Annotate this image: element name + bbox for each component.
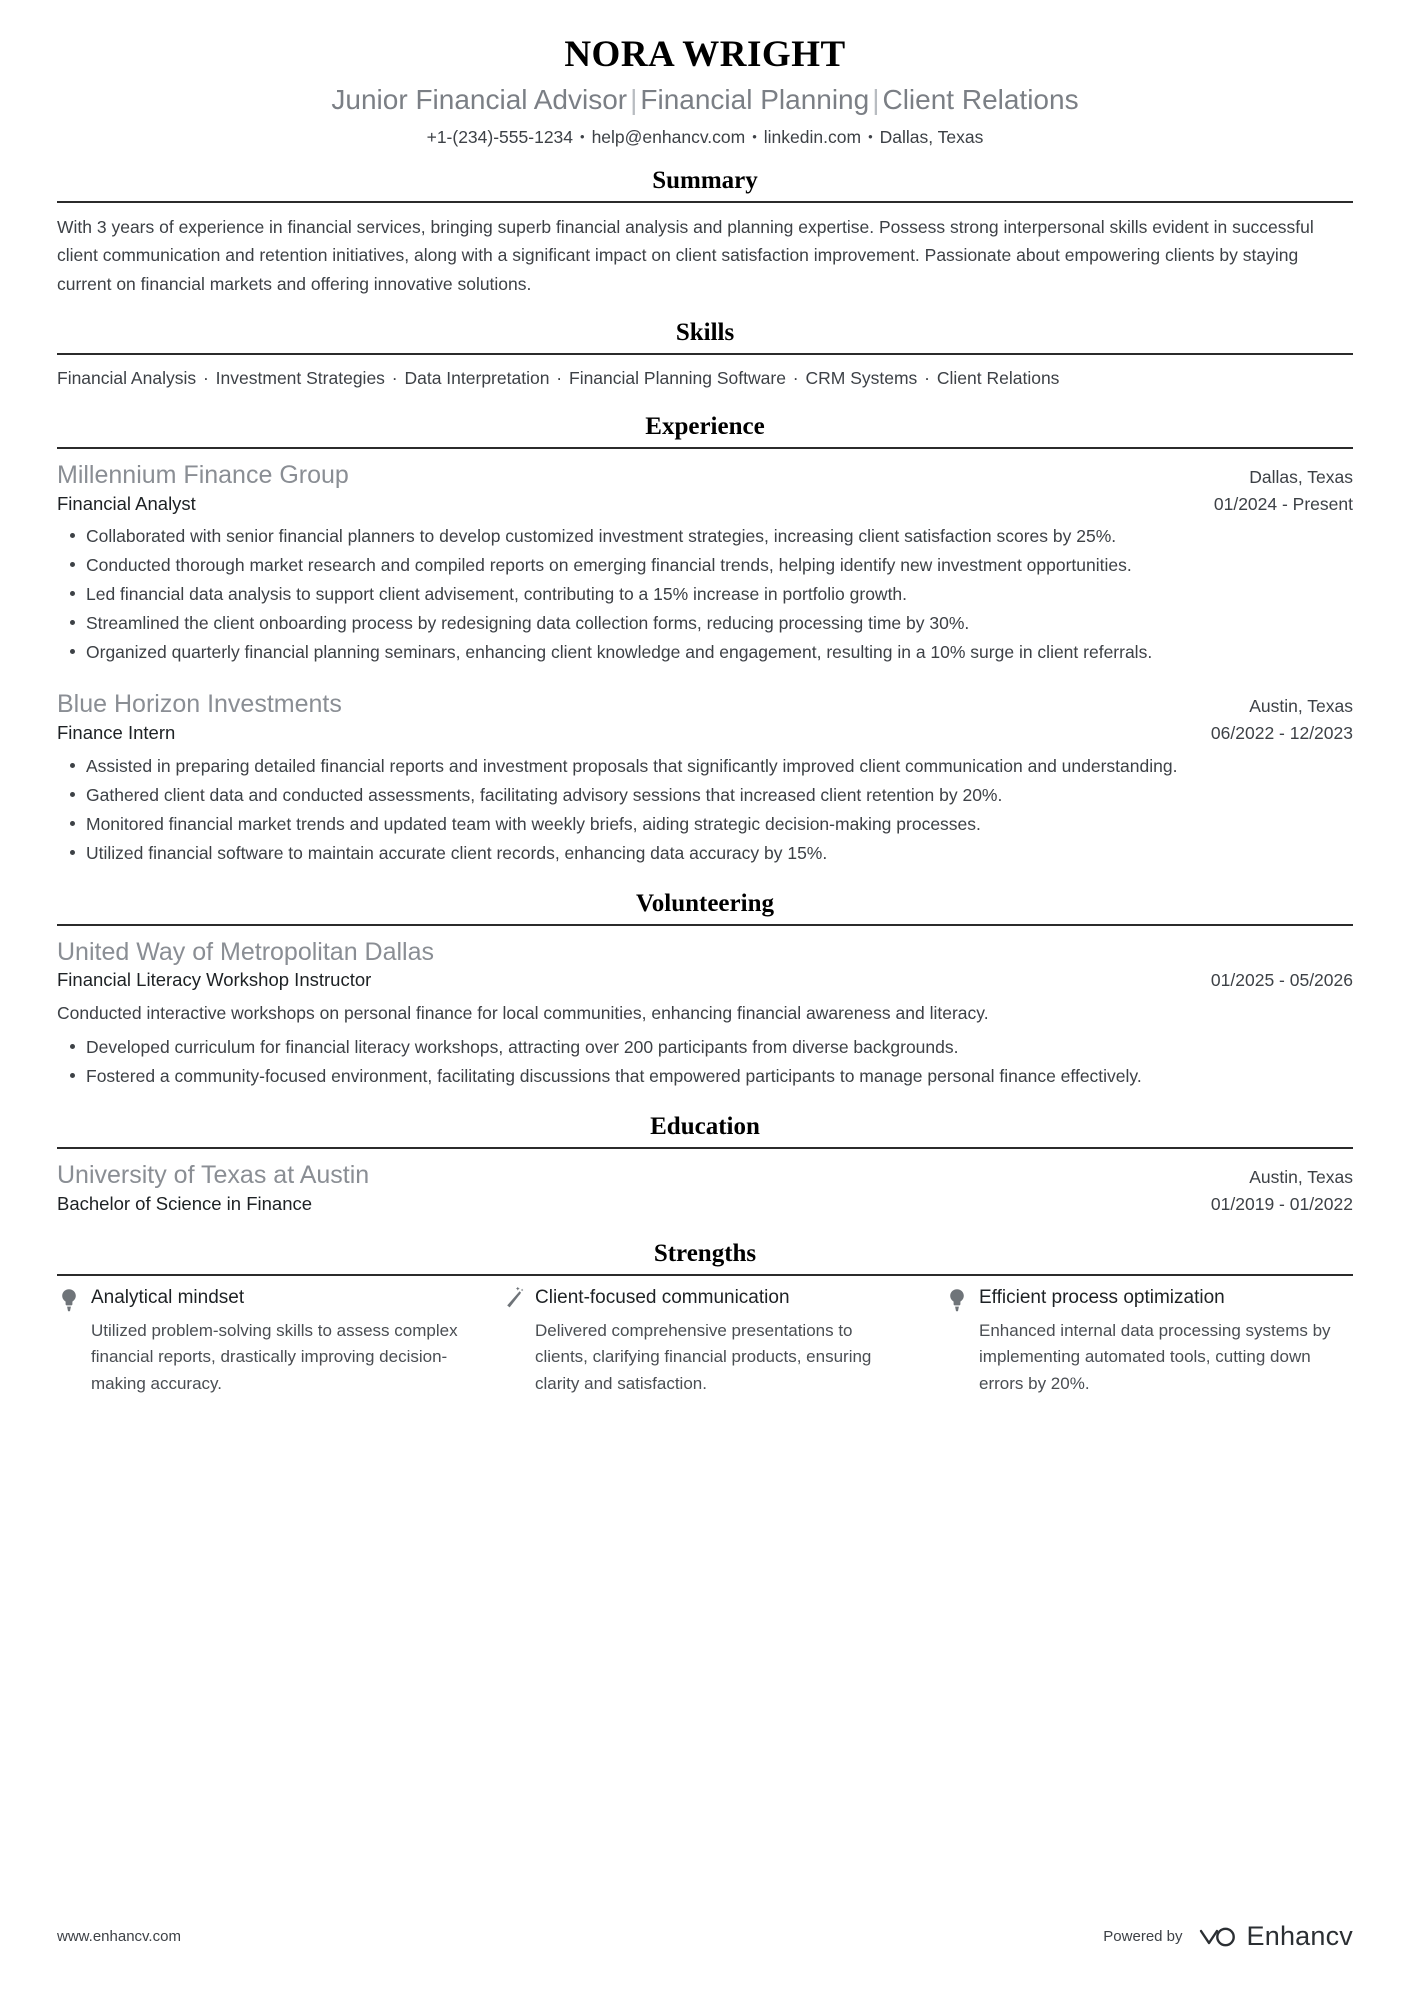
entry-organization: University of Texas at Austin — [57, 1161, 370, 1190]
footer-url[interactable]: www.enhancv.com — [57, 1928, 181, 1945]
section-title-strengths: Strengths — [653, 1239, 757, 1267]
contact-line — [57, 125, 1353, 150]
enhancv-mark-icon — [1197, 1923, 1239, 1951]
entry-role: Bachelor of Science in Finance — [57, 1192, 313, 1214]
enhancv-wordmark: Enhancv — [1246, 1921, 1353, 1951]
entry-bullet: Developed curriculum for financial literacy workshops, attracting over 200 participants from diverse backgrounds. — [84, 1033, 1353, 1061]
entry-org-row — [57, 688, 1353, 721]
entry-org-row — [57, 1159, 1353, 1192]
contact-linkedin[interactable]: linkedin.com — [763, 127, 862, 148]
section-summary — [57, 166, 1353, 298]
skills-list — [57, 365, 1353, 392]
strength-item — [57, 1286, 501, 1397]
resume-header — [57, 0, 1353, 150]
strengths-grid — [57, 1286, 1353, 1397]
entry-bullet: Streamlined the client onboarding process by redesigning data collection forms, reducing processing time by 30%. — [84, 609, 1353, 637]
skill-separator: · — [787, 367, 804, 388]
strength-header — [945, 1286, 1353, 1313]
strength-item — [501, 1286, 945, 1397]
contact-email[interactable]: help@enhancv.com — [591, 127, 746, 148]
entry-role-row — [57, 721, 1353, 746]
section-education — [57, 1112, 1353, 1216]
contact-separator-1: • — [580, 129, 585, 145]
experience-entry — [57, 688, 1353, 866]
skill-separator: · — [386, 367, 403, 388]
experience-entry-list — [57, 459, 1353, 867]
candidate-name: NORA WRIGHT — [564, 34, 846, 75]
skill-separator: · — [551, 367, 567, 388]
strength-title: Analytical mindset — [91, 1286, 245, 1308]
strength-title: Client-focused communication — [535, 1286, 790, 1308]
entry-dates: 01/2025 - 05/2026 — [1210, 970, 1353, 991]
section-title-volunteering: Volunteering — [636, 889, 774, 917]
section-rule — [57, 201, 1353, 203]
footer-brand-area — [1103, 1921, 1353, 1952]
section-strengths — [57, 1239, 1353, 1397]
entry-role-row — [57, 1192, 1353, 1217]
experience-entry — [57, 459, 1353, 666]
education-entry — [57, 1159, 1353, 1216]
lightbulb-icon — [57, 1287, 81, 1313]
entry-organization: Millennium Finance Group — [57, 461, 349, 489]
volunteering-entry — [57, 936, 1353, 1090]
strength-item — [945, 1286, 1353, 1397]
entry-role: Financial Literacy Workshop Instructor — [57, 969, 372, 991]
resume-footer — [57, 1921, 1353, 1952]
headline-part-1: Junior Financial Advisor — [331, 83, 628, 115]
skill-item: Investment Strategies — [215, 367, 385, 388]
section-rule — [57, 1147, 1353, 1149]
skill-separator: · — [919, 367, 935, 388]
skill-item: Client Relations — [936, 367, 1060, 388]
entry-dates: 01/2019 - 01/2022 — [1210, 1193, 1353, 1214]
entry-bullet: Assisted in preparing detailed financial reports and investment proposals that significantly improved client communication and understanding. — [84, 752, 1353, 780]
entry-org-row — [57, 936, 1353, 969]
candidate-headline — [57, 81, 1353, 119]
headline-separator-2: | — [872, 83, 880, 115]
entry-location: Dallas, Texas — [1249, 467, 1353, 487]
section-title-experience: Experience — [645, 413, 765, 440]
skill-item: CRM Systems — [805, 367, 918, 388]
headline-part-2: Financial Planning — [640, 83, 870, 115]
section-rule — [57, 1274, 1353, 1276]
summary-text: With 3 years of experience in financial services, bringing superb financial analysis and planning expertise. Possess strong interpersonal skills evident in successful client communication and retention initiatives, along with a significant impact on client satisfaction improvement. Passionate about empowering clients by staying current on financial markets and offering innovative solutions. — [57, 216, 1314, 294]
entry-bullet: Fostered a community-focused environment, facilitating discussions that empowered participants to manage personal finance effectively. — [84, 1062, 1353, 1090]
section-title-summary: Summary — [652, 166, 758, 194]
education-entry-list — [57, 1159, 1353, 1216]
entry-org-row — [57, 459, 1353, 492]
section-volunteering — [57, 889, 1353, 1090]
entry-bullet: Monitored financial market trends and updated team with weekly briefs, aiding strategic decision-making processes. — [84, 810, 1353, 838]
entry-bullet: Gathered client data and conducted assessments, facilitating advisory sessions that increased client retention by 20%. — [84, 781, 1353, 809]
section-rule — [57, 447, 1353, 449]
entry-role-row — [57, 492, 1353, 517]
entry-role: Financial Analyst — [57, 492, 196, 514]
strength-description: Utilized problem-solving skills to assess complex financial reports, drastically improving decision-making accuracy. — [91, 1320, 458, 1393]
entry-bullet: Collaborated with senior financial planners to develop customized investment strategies, increasing client satisfaction scores by 25%. — [84, 522, 1353, 550]
volunteering-entry-list — [57, 936, 1353, 1090]
strength-header — [501, 1286, 909, 1313]
entry-organization: Blue Horizon Investments — [57, 690, 342, 719]
section-rule — [57, 353, 1353, 355]
section-skills — [57, 318, 1353, 392]
skill-item: Data Interpretation — [404, 367, 550, 388]
entry-bullet: Utilized financial software to maintain accurate client records, enhancing data accuracy by 15%. — [84, 839, 1353, 867]
headline-part-3: Client Relations — [882, 83, 1079, 115]
entry-location: Austin, Texas — [1249, 1167, 1353, 1188]
contact-location: Dallas, Texas — [879, 127, 984, 148]
entry-bullet: Conducted thorough market research and compiled reports on emerging financial trends, helping identify new investment opportunities. — [84, 551, 1353, 579]
entry-dates: 01/2024 - Present — [1213, 493, 1353, 514]
contact-phone: +1-(234)-555-1234 — [426, 127, 574, 148]
section-experience — [57, 412, 1353, 867]
entry-bullet: Organized quarterly financial planning seminars, enhancing client knowledge and engagement, resulting in a 10% surge in client referrals. — [84, 638, 1353, 666]
entry-description: Conducted interactive workshops on personal finance for local communities, enhancing financial awareness and literacy. — [57, 1003, 989, 1024]
entry-bullet: Led financial data analysis to support client advisement, contributing to a 15% increase in portfolio growth. — [84, 580, 1353, 608]
entry-location: Austin, Texas — [1249, 696, 1353, 717]
skill-separator: · — [198, 367, 214, 388]
entry-role: Finance Intern — [57, 721, 176, 743]
section-title-education: Education — [650, 1113, 760, 1141]
powered-by-label: Powered by — [1103, 1928, 1183, 1945]
contact-separator-2: • — [752, 129, 757, 145]
section-rule — [57, 924, 1353, 926]
skill-item: Financial Planning Software — [569, 367, 786, 388]
entry-dates: 06/2022 - 12/2023 — [1210, 722, 1353, 743]
entry-bullet-list — [57, 522, 1353, 666]
entry-bullet-list — [57, 752, 1353, 867]
enhancv-logo — [1197, 1921, 1353, 1952]
strength-title: Efficient process optimization — [979, 1286, 1225, 1308]
entry-bullet-list — [57, 1033, 1353, 1090]
skill-item: Financial Analysis — [57, 367, 197, 388]
entry-role-row — [57, 968, 1353, 993]
contact-separator-3: • — [868, 129, 873, 145]
section-title-skills: Skills — [675, 318, 735, 346]
strength-description: Delivered comprehensive presentations to clients, clarifying financial products, ensuring clarity and satisfaction. — [535, 1320, 872, 1393]
entry-organization: United Way of Metropolitan Dallas — [57, 937, 435, 966]
strength-header — [57, 1286, 465, 1313]
lightbulb-icon — [945, 1287, 969, 1313]
headline-separator-1: | — [630, 83, 638, 115]
strength-description: Enhanced internal data processing systems by implementing automated tools, cutting down errors by 20%. — [979, 1320, 1331, 1393]
magic-wand-icon — [501, 1287, 525, 1313]
